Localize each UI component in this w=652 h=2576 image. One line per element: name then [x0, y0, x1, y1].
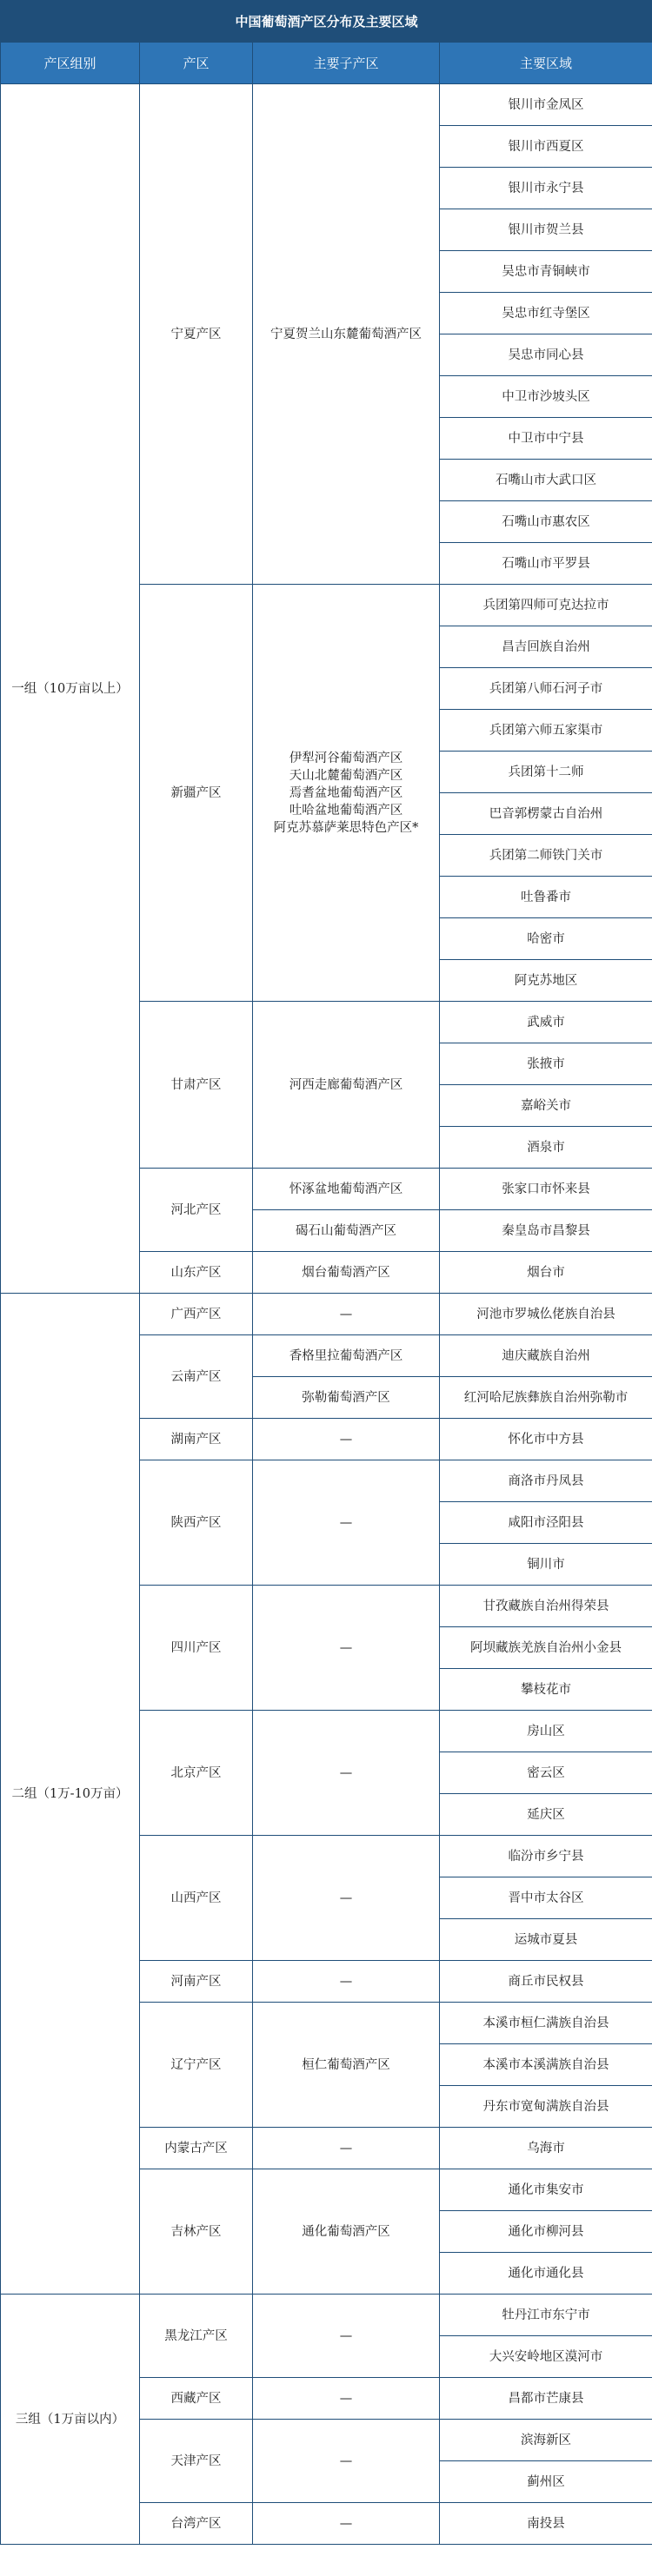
subregion-cell	[253, 1961, 440, 2003]
area-cell: 吴忠市红寺堡区	[440, 293, 652, 334]
area-cell: 临汾市乡宁县	[440, 1836, 652, 1877]
subregion-name: 桓仁葡萄酒产区	[302, 2057, 390, 2072]
area-cell: 石嘴山市平罗县	[440, 543, 652, 585]
table-row	[1, 1294, 652, 1335]
region-cell: 天津产区	[140, 2420, 253, 2503]
area-cell: 怀化市中方县	[440, 1419, 652, 1460]
table-row	[1, 2295, 652, 2336]
subregion-name: 阿克苏慕萨莱思特色产区*	[273, 820, 419, 835]
region-cell: 山西产区	[140, 1836, 253, 1961]
subregion-name: —	[339, 1432, 353, 1447]
table-row	[1, 84, 652, 126]
subregion-cell	[253, 1252, 440, 1294]
area-cell: 通化市通化县	[440, 2253, 652, 2295]
subregion-cell	[253, 2295, 440, 2378]
area-cell: 银川市永宁县	[440, 168, 652, 209]
area-cell: 兵团第六师五家渠市	[440, 710, 652, 752]
subregion-cell	[253, 585, 440, 1002]
subregion-name: —	[339, 2328, 353, 2343]
area-cell: 酒泉市	[440, 1127, 652, 1169]
subregion-name: —	[339, 1891, 353, 1905]
area-cell: 吴忠市同心县	[440, 334, 652, 376]
subregion-name: 伊犁河谷葡萄酒产区	[289, 751, 403, 765]
subregion-cell	[253, 2503, 440, 2545]
area-cell: 银川市贺兰县	[440, 209, 652, 251]
subregion-name: 碣石山葡萄酒产区	[296, 1223, 396, 1238]
subregion-name: 河西走廊葡萄酒产区	[289, 1077, 403, 1092]
subregion-cell	[253, 1419, 440, 1460]
subregion-cell	[253, 1294, 440, 1335]
area-cell: 商丘市民权县	[440, 1961, 652, 2003]
subregion-name: 通化葡萄酒产区	[302, 2224, 390, 2239]
subregion-cell	[253, 1836, 440, 1961]
subregion-name: —	[339, 2141, 353, 2155]
region-cell: 黑龙江产区	[140, 2295, 253, 2378]
group-cell: 三组（1万亩以内）	[1, 2295, 140, 2545]
area-cell: 乌海市	[440, 2128, 652, 2169]
area-cell: 阿坝藏族羌族自治州小金县	[440, 1627, 652, 1669]
header-subregion: 主要子产区	[253, 43, 440, 84]
region-cell: 河北产区	[140, 1169, 253, 1252]
area-cell: 巴音郭楞蒙古自治州	[440, 793, 652, 835]
header-region: 产区	[140, 43, 253, 84]
subregion-name: 宁夏贺兰山东麓葡萄酒产区	[270, 327, 422, 341]
subregion-name: —	[339, 1515, 353, 1530]
region-cell: 湖南产区	[140, 1419, 253, 1460]
area-cell: 本溪市桓仁满族自治县	[440, 2003, 652, 2044]
area-cell: 河池市罗城仫佬族自治县	[440, 1294, 652, 1335]
table-body	[1, 84, 652, 2545]
area-cell: 兵团第十二师	[440, 752, 652, 793]
region-cell: 四川产区	[140, 1586, 253, 1711]
area-cell: 大兴安岭地区漠河市	[440, 2336, 652, 2378]
region-cell: 河南产区	[140, 1961, 253, 2003]
area-cell: 铜川市	[440, 1544, 652, 1586]
subregion-cell	[253, 84, 440, 585]
area-cell: 石嘴山市惠农区	[440, 501, 652, 543]
area-cell: 攀枝花市	[440, 1669, 652, 1711]
area-cell: 晋中市太谷区	[440, 1877, 652, 1919]
area-cell: 通化市柳河县	[440, 2211, 652, 2253]
area-cell: 吐鲁番市	[440, 877, 652, 918]
subregion-cell	[253, 1335, 440, 1377]
area-cell: 密云区	[440, 1752, 652, 1794]
area-cell: 甘孜藏族自治州得荣县	[440, 1586, 652, 1627]
subregion-cell	[253, 1377, 440, 1419]
header-area: 主要区域	[440, 43, 652, 84]
area-cell: 吴忠市青铜峡市	[440, 251, 652, 293]
area-cell: 南投县	[440, 2503, 652, 2545]
subregion-cell	[253, 2169, 440, 2295]
region-cell: 内蒙古产区	[140, 2128, 253, 2169]
area-cell: 运城市夏县	[440, 1919, 652, 1961]
area-cell: 中卫市中宁县	[440, 418, 652, 460]
subregion-name: 焉耆盆地葡萄酒产区	[289, 785, 403, 800]
subregion-name: 烟台葡萄酒产区	[302, 1265, 390, 1280]
subregion-cell	[253, 1711, 440, 1836]
area-cell: 张家口市怀来县	[440, 1169, 652, 1210]
subregion-cell	[253, 1586, 440, 1711]
subregion-cell	[253, 2378, 440, 2420]
area-cell: 迪庆藏族自治州	[440, 1335, 652, 1377]
area-cell: 秦皇岛市昌黎县	[440, 1210, 652, 1252]
region-cell: 北京产区	[140, 1711, 253, 1836]
region-cell: 陕西产区	[140, 1460, 253, 1586]
subregion-cell	[253, 1210, 440, 1252]
area-cell: 牡丹江市东宁市	[440, 2295, 652, 2336]
subregion-cell	[253, 2128, 440, 2169]
area-cell: 房山区	[440, 1711, 652, 1752]
area-cell: 兵团第四师可克达拉市	[440, 585, 652, 626]
header-group: 产区组别	[1, 43, 140, 84]
area-cell: 武威市	[440, 1002, 652, 1043]
area-cell: 蓟州区	[440, 2461, 652, 2503]
area-cell: 滨海新区	[440, 2420, 652, 2461]
subregion-name: —	[339, 2391, 353, 2406]
subregion-cell	[253, 2420, 440, 2503]
table-title: 中国葡萄酒产区分布及主要区域	[1, 1, 652, 43]
subregion-cell	[253, 2003, 440, 2128]
area-cell: 哈密市	[440, 918, 652, 960]
area-cell: 红河哈尼族彝族自治州弥勒市	[440, 1377, 652, 1419]
region-cell: 宁夏产区	[140, 84, 253, 585]
area-cell: 通化市集安市	[440, 2169, 652, 2211]
subregion-name: —	[339, 1640, 353, 1655]
area-cell: 中卫市沙坡头区	[440, 376, 652, 418]
area-cell: 银川市西夏区	[440, 126, 652, 168]
subregion-name: 怀涿盆地葡萄酒产区	[289, 1182, 403, 1196]
region-cell: 甘肃产区	[140, 1002, 253, 1169]
area-cell: 兵团第八师石河子市	[440, 668, 652, 710]
region-cell: 辽宁产区	[140, 2003, 253, 2128]
area-cell: 咸阳市泾阳县	[440, 1502, 652, 1544]
area-cell: 银川市金凤区	[440, 84, 652, 126]
area-cell: 嘉峪关市	[440, 1085, 652, 1127]
group-cell: 一组（10万亩以上）	[1, 84, 140, 1294]
area-cell: 石嘴山市大武口区	[440, 460, 652, 501]
area-cell: 商洛市丹凤县	[440, 1460, 652, 1502]
area-cell: 丹东市宽甸满族自治县	[440, 2086, 652, 2128]
area-cell: 兵团第二师铁门关市	[440, 835, 652, 877]
area-cell: 昌都市芒康县	[440, 2378, 652, 2420]
subregion-name: —	[339, 2516, 353, 2531]
region-cell: 西藏产区	[140, 2378, 253, 2420]
subregion-name: —	[339, 1765, 353, 1780]
region-cell: 吉林产区	[140, 2169, 253, 2295]
area-cell: 烟台市	[440, 1252, 652, 1294]
subregion-name: 吐哈盆地葡萄酒产区	[289, 803, 403, 818]
subregion-cell	[253, 1002, 440, 1169]
area-cell: 延庆区	[440, 1794, 652, 1836]
subregion-cell	[253, 1169, 440, 1210]
area-cell: 阿克苏地区	[440, 960, 652, 1002]
area-cell: 本溪市本溪满族自治县	[440, 2044, 652, 2086]
subregion-name: —	[339, 2453, 353, 2468]
region-cell: 山东产区	[140, 1252, 253, 1294]
area-cell: 昌吉回族自治州	[440, 626, 652, 668]
subregion-name: —	[339, 1307, 353, 1321]
region-cell: 广西产区	[140, 1294, 253, 1335]
subregion-name: 天山北麓葡萄酒产区	[289, 768, 403, 783]
region-cell: 云南产区	[140, 1335, 253, 1419]
area-cell: 张掖市	[440, 1043, 652, 1085]
subregion-name: 弥勒葡萄酒产区	[302, 1390, 390, 1405]
subregion-name: —	[339, 1974, 353, 1989]
group-cell: 二组（1万-10万亩）	[1, 1294, 140, 2295]
region-cell: 新疆产区	[140, 585, 253, 1002]
region-cell: 台湾产区	[140, 2503, 253, 2545]
subregion-name: 香格里拉葡萄酒产区	[289, 1348, 403, 1363]
subregion-cell	[253, 1460, 440, 1586]
